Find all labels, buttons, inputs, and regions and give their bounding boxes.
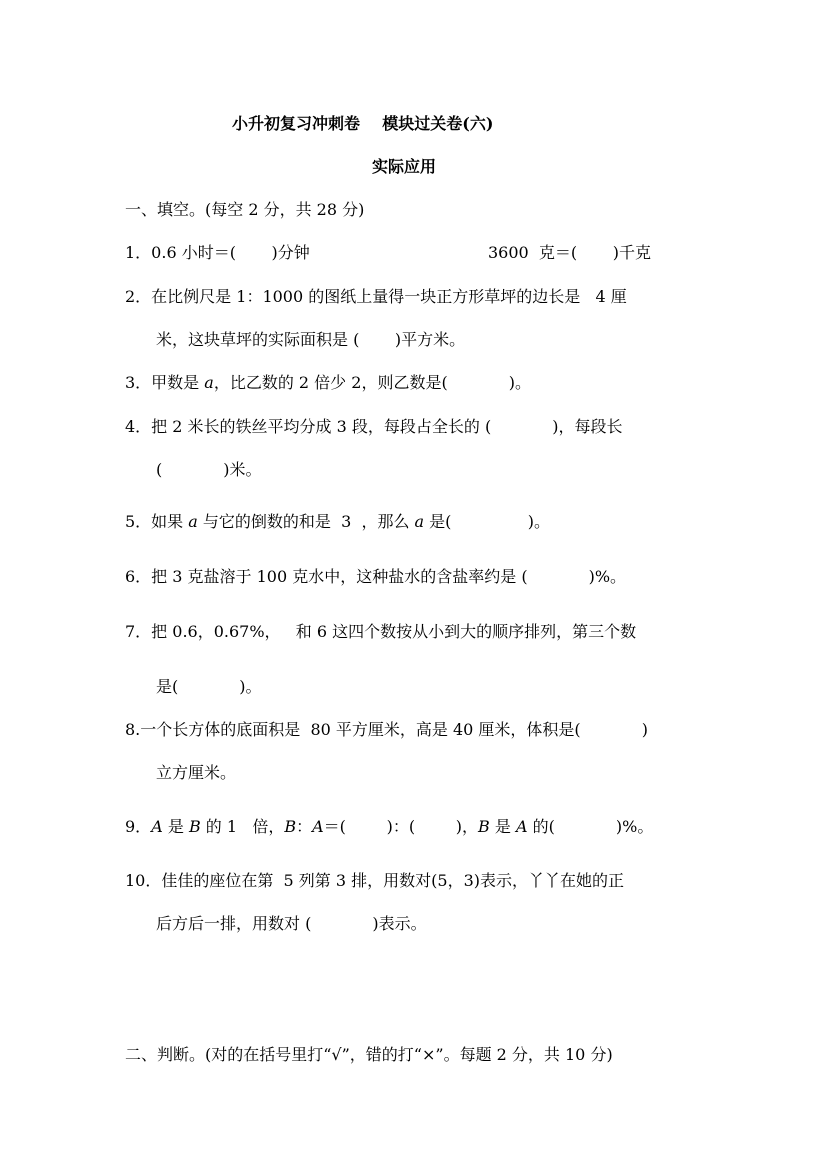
q9-text2: 的 1 倍， <box>200 817 285 836</box>
q3-var: a <box>204 373 214 392</box>
q2-line2: 米，这块草坪的实际面积是 ( )平方米。 <box>156 330 466 349</box>
q7-line1: 7．把 0.6，0.67%， 和 6 这四个数按从小到大的顺序排列，第三个数 <box>125 622 637 641</box>
q10-line2: 后方后一排，用数对 ( )表示。 <box>156 914 427 933</box>
q8-line2: 立方厘米。 <box>156 763 237 782</box>
q9-var-a2: A <box>312 817 324 836</box>
exam-title: 小升初复习冲刺卷 模块过关卷(六) <box>232 114 494 133</box>
q9-line <box>125 817 653 837</box>
section2-heading: 二、判断。(对的在括号里打“√”，错的打“×”。每题 2 分，共 10 分) <box>125 1045 613 1064</box>
q9-text6: 的( )%。 <box>527 817 654 836</box>
q9-var-a3: A <box>515 817 528 836</box>
q6-line: 6．把 3 克盐溶于 100 克水中，这种盐水的含盐率约是 ( )%。 <box>125 567 627 586</box>
q8-line1: 8.一个长方体的底面积是 80 平方厘米，高是 40 厘米，体积是( ) <box>125 720 648 739</box>
q1-part-a: 1．0.6 小时＝( )分钟 <box>125 243 310 262</box>
q4-line2: ( )米。 <box>156 460 262 479</box>
exam-subtitle: 实际应用 <box>372 157 437 176</box>
section1-heading: 一、填空。(每空 2 分，共 28 分) <box>125 200 365 219</box>
q9-text5: 是 <box>489 817 516 836</box>
q10-line1: 10．佳佳的座位在第 5 列第 3 排，用数对(5，3)表示，丫丫在她的正 <box>125 871 624 890</box>
q1-part-b: 3600 克＝( )千克 <box>488 243 651 262</box>
q5-line <box>125 512 550 532</box>
q9-text3: ： <box>296 817 313 836</box>
q5-var1: a <box>188 512 198 531</box>
q9-var-b1: B <box>188 817 201 836</box>
q7-line2: 是( )。 <box>156 677 262 696</box>
q9-var-a1: A <box>151 817 163 836</box>
q9-var-b3: B <box>478 817 490 836</box>
q3-post: ，比乙数的 2 倍少 2，则乙数是( )。 <box>213 373 531 392</box>
q3-line <box>125 373 531 393</box>
q9-text4: ＝( )：( )， <box>323 817 479 836</box>
q9-var-b2: B <box>284 817 297 836</box>
q9-num: 9． <box>125 817 152 836</box>
q5-pre: 5．如果 <box>125 512 189 531</box>
q4-line1: 4．把 2 米长的铁丝平均分成 3 段，每段占全长的 ( )，每段长 <box>125 417 623 436</box>
q2-line1: 2．在比例尺是 1：1000 的图纸上量得一块正方形草坪的边长是 4 厘 <box>125 287 627 306</box>
q3-pre: 3．甲数是 <box>125 373 205 392</box>
q9-text1: 是 <box>162 817 189 836</box>
q5-post: 是( )。 <box>424 512 550 531</box>
q5-var2: a <box>414 512 425 531</box>
q5-mid: 与它的倒数的和是 3 ，那么 <box>197 512 415 531</box>
